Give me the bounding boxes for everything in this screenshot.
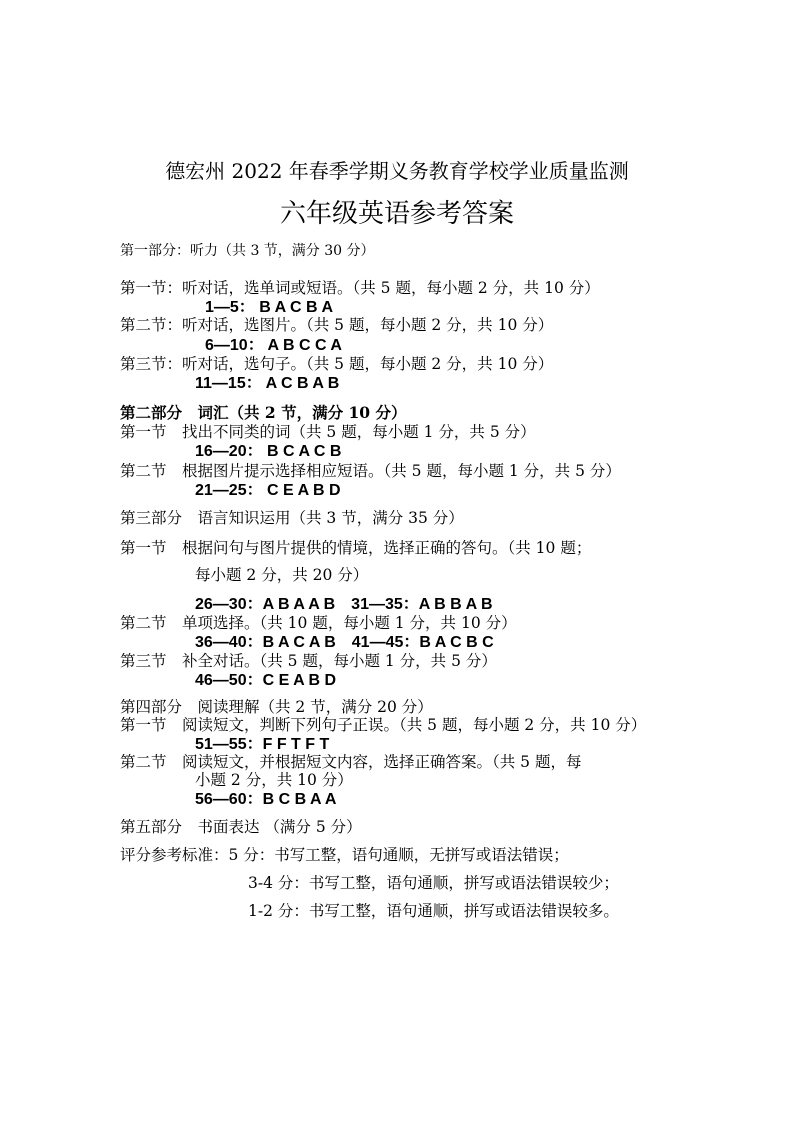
part5-criteria-1: 评分参考标准：5 分：书写工整，语句通顺，无拼写或语法错误； xyxy=(120,846,569,864)
part3-answers-3: 46—50：C E A B D xyxy=(195,672,337,689)
part4-heading: 第四部分 阅读理解（共 2 节，满分 20 分） xyxy=(120,698,433,716)
part4-section2-line1: 第二节 阅读短文，并根据短文内容，选择正确答案。（共 5 题，每 xyxy=(120,753,582,771)
part4-section1: 第一节 阅读短文，判断下列句子正误。（共 5 题，每小题 2 分，共 10 分） xyxy=(120,716,647,734)
part1-section3: 第三节：听对话，选句子。（共 5 题，每小题 2 分，共 10 分） xyxy=(120,355,554,373)
document-title: 六年级英语参考答案 xyxy=(279,199,514,229)
part1-heading: 第一部分：听力（共 3 节，满分 30 分） xyxy=(120,243,375,259)
part1-section1: 第一节：听对话，选单词或短语。（共 5 题，每小题 2 分，共 10 分） xyxy=(120,279,600,297)
part4-answers-1: 51—55：F F T F T xyxy=(195,736,330,753)
part3-heading: 第三部分 语言知识运用（共 3 节，满分 35 分） xyxy=(120,509,464,527)
part3-section1-line1: 第一节 根据问句与图片提供的情境，选择正确的答句。（共 10 题； xyxy=(120,539,592,557)
part3-answers-2: 36—40：B A C A B 41—45：B A C B C xyxy=(195,634,494,651)
part2-section1: 第一节 找出不同类的词（共 5 题，每小题 1 分，共 5 分） xyxy=(120,423,536,441)
part1-answers-1: 1—5： B A C B A xyxy=(205,299,334,316)
part1-answers-2: 6—10： A B C C A xyxy=(205,337,342,354)
part3-section1-line2: 每小题 2 分，共 20 分） xyxy=(195,566,369,584)
part2-heading: 第二部分 词汇（共 2 节，满分 10 分） xyxy=(120,403,407,422)
document-subtitle: 德宏州 2022 年春季学期义务教育学校学业质量监测 xyxy=(165,159,629,183)
part5-criteria-3: 1-2 分：书写工整，语句通顺，拼写或语法错误较多。 xyxy=(248,902,619,920)
part1-answers-3: 11—15： A C B A B xyxy=(195,375,340,392)
part4-answers-2: 56—60：B C B A A xyxy=(195,791,337,808)
part2-answers-1: 16—20： B C A C B xyxy=(195,443,342,460)
part4-section2-line2: 小题 2 分，共 10 分） xyxy=(195,771,353,789)
part3-section3: 第三节 补全对话。（共 5 题，每小题 1 分，共 5 分） xyxy=(120,652,497,670)
part3-section2: 第二节 单项选择。（共 10 题，每小题 1 分，共 10 分） xyxy=(120,614,517,632)
part2-section2: 第二节 根据图片提示选择相应短语。（共 5 题，每小题 1 分，共 5 分） xyxy=(120,462,621,480)
part5-heading: 第五部分 书面表达 （满分 5 分） xyxy=(120,818,362,836)
part1-section2: 第二节：听对话，选图片。（共 5 题，每小题 2 分，共 10 分） xyxy=(120,316,554,334)
part2-answers-2: 21—25： C E A B D xyxy=(195,482,341,499)
part5-criteria-2: 3-4 分：书写工整，语句通顺，拼写或语法错误较少； xyxy=(248,874,619,892)
part3-answers-1: 26—30：A B A A B 31—35：A B B A B xyxy=(195,596,493,613)
